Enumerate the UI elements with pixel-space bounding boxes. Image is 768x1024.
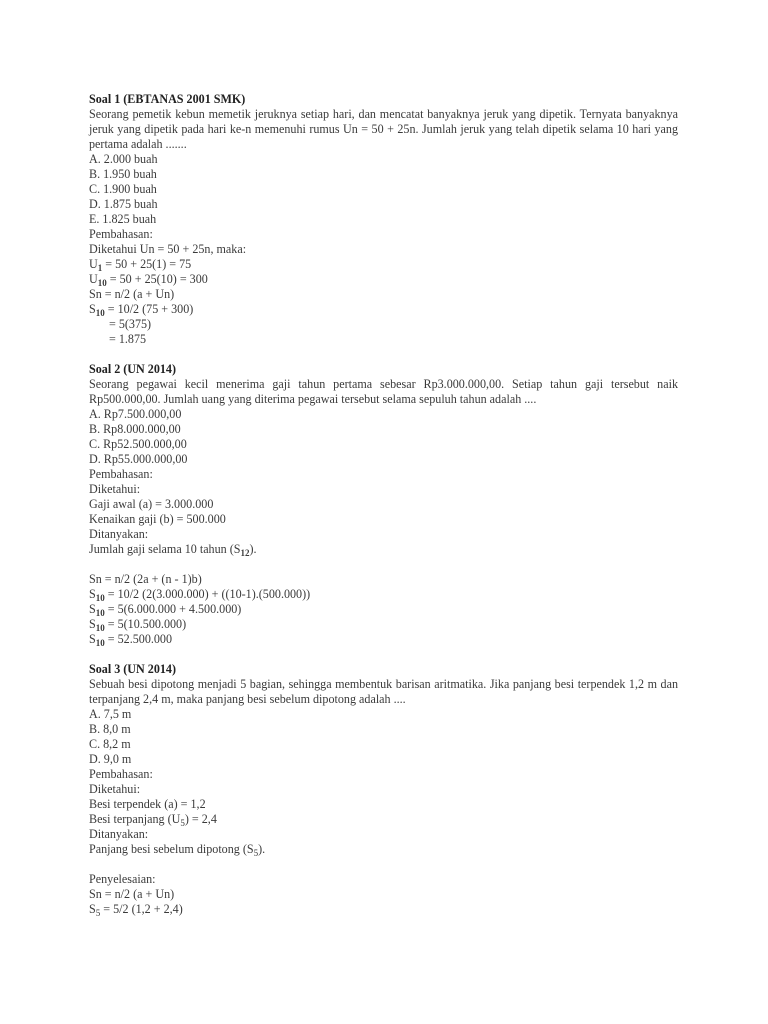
soal-3-diketahui: Diketahui: (89, 782, 141, 796)
s-symbol: S (89, 617, 96, 631)
u-symbol: U (89, 272, 98, 286)
soal-3-option-d: D. 9,0 m (89, 752, 132, 766)
soal-2-kenaikan: Kenaikan gaji (b) = 500.000 (89, 512, 226, 526)
soal-3-terpendek: Besi terpendek (a) = 1,2 (89, 797, 206, 811)
s10-subscript: 10 (95, 638, 105, 648)
calc-value: = 5(6.000.000 + 4.500.000) (104, 602, 242, 616)
soal-2-gaji-awal: Gaji awal (a) = 3.000.000 (89, 497, 214, 511)
s5-subscript: 5 (95, 908, 101, 918)
spacer (89, 557, 678, 572)
s-symbol: S (89, 602, 96, 616)
soal-3-option-b: B. 8,0 m (89, 722, 131, 736)
soal-2-calc-line-1 (89, 587, 678, 602)
panjang-end: ). (258, 842, 266, 856)
spacer (89, 347, 678, 362)
u1-subscript: 1 (97, 263, 103, 273)
soal-1-option-d: D. 1.875 buah (89, 197, 158, 211)
s-symbol: S (89, 632, 96, 646)
s-symbol: S (89, 587, 96, 601)
s-symbol: S (89, 902, 96, 916)
soal-1-question: Seorang pemetik kebun memetik jeruknya setiap hari, dan mencatat banyaknya jeruk yang dipetik. Ternyata banyaknya jeruk yang dipetik pada hari ke-n memenuhi rumus Un = 50 + 25n. Jumlah jeruk yang telah dipetik selama 10 hari yang pertama adalah ....... (89, 107, 678, 151)
s-symbol: S (89, 302, 96, 316)
soal-3-terpanjang-line (89, 812, 678, 827)
u10-value: = 50 + 25(10) = 300 (106, 272, 208, 286)
soal-1-s10-line (89, 302, 678, 317)
soal-2-option-c: C. Rp52.500.000,00 (89, 437, 187, 451)
terpanjang-value: ) = 2,4 (184, 812, 217, 826)
soal-1-option-e: E. 1.825 buah (89, 212, 157, 226)
soal-1-u1-line (89, 257, 678, 272)
soal-1-heading: Soal 1 (EBTANAS 2001 SMK) (89, 92, 246, 106)
calc-value: = 52.500.000 (104, 632, 173, 646)
soal-3-panjang-line (89, 842, 678, 857)
document-page (89, 92, 678, 917)
soal-2-ditanyakan: Ditanyakan: (89, 527, 149, 541)
spacer (89, 857, 678, 872)
soal-2-option-a: A. Rp7.500.000,00 (89, 407, 182, 421)
soal-2-pembahasan: Pembahasan: (89, 467, 153, 481)
jumlah-subscript: 12 (240, 548, 250, 558)
u5-subscript: 5 (180, 818, 185, 828)
jumlah-end: ). (249, 542, 257, 556)
soal-1-option-b: B. 1.950 buah (89, 167, 157, 181)
soal-2-formula: Sn = n/2 (2a + (n - 1)b) (89, 572, 202, 586)
soal-1-diketahui: Diketahui Un = 50 + 25n, maka: (89, 242, 247, 256)
soal-3-option-a: A. 7,5 m (89, 707, 132, 721)
soal-3-ditanyakan: Ditanyakan: (89, 827, 149, 841)
u10-subscript: 10 (97, 278, 107, 288)
jumlah-text: Jumlah gaji selama 10 tahun (S (89, 542, 241, 556)
soal-3-heading: Soal 3 (UN 2014) (89, 662, 177, 676)
soal-1-option-c: C. 1.900 buah (89, 182, 157, 196)
u-symbol: U (89, 257, 98, 271)
spacer (89, 647, 678, 662)
soal-2-calc-line-4 (89, 632, 678, 647)
soal-2-jumlah-line (89, 542, 678, 557)
soal-2-option-b: B. Rp8.000.000,00 (89, 422, 181, 436)
s5-subscript: 5 (253, 848, 259, 858)
soal-2-option-d: D. Rp55.000.000,00 (89, 452, 188, 466)
panjang-text: Panjang besi sebelum dipotong (S (89, 842, 254, 856)
soal-1-formula: Sn = n/2 (a + Un) (89, 287, 175, 301)
soal-3-option-c: C. 8,2 m (89, 737, 131, 751)
calc-value: = 10/2 (2(3.000.000) + ((10-1).(500.000)) (104, 587, 311, 601)
soal-2-diketahui: Diketahui: (89, 482, 141, 496)
soal-2-calc-line-2 (89, 602, 678, 617)
s10-subscript: 10 (95, 308, 105, 318)
soal-3-formula: Sn = n/2 (a + Un) (89, 887, 175, 901)
s10-subscript: 10 (95, 623, 105, 633)
soal-3-penyelesaian: Penyelesaian: (89, 872, 156, 886)
terpanjang-text: Besi terpanjang (U (89, 812, 181, 826)
soal-3-pembahasan: Pembahasan: (89, 767, 153, 781)
s10-subscript: 10 (95, 593, 105, 603)
soal-3-question: Sebuah besi dipotong menjadi 5 bagian, sehingga membentuk barisan aritmatika. Jika panjang besi terpendek 1,2 m dan terpanjang 2,4 m, maka panjang besi sebelum dipotong adalah .... (89, 677, 678, 706)
soal-3-s5-line (89, 902, 678, 917)
soal-1-step-3: = 1.875 (109, 332, 147, 346)
soal-1-option-a: A. 2.000 buah (89, 152, 158, 166)
s10-subscript: 10 (95, 608, 105, 618)
calc-value: = 5(10.500.000) (104, 617, 187, 631)
soal-1-pembahasan: Pembahasan: (89, 227, 153, 241)
s5-value: = 5/2 (1,2 + 2,4) (100, 902, 183, 916)
soal-2-question: Seorang pegawai kecil menerima gaji tahun pertama sebesar Rp3.000.000,00. Setiap tahun gaji tersebut naik Rp500.000,00. Jumlah uang yang diterima pegawai tersebut selama sepuluh tahun adalah .... (89, 377, 678, 406)
s10-value: = 10/2 (75 + 300) (104, 302, 194, 316)
soal-1-u10-line (89, 272, 678, 287)
u1-value: = 50 + 25(1) = 75 (102, 257, 192, 271)
soal-2-calc-line-3 (89, 617, 678, 632)
soal-1-step-2: = 5(375) (109, 317, 152, 331)
soal-2-heading: Soal 2 (UN 2014) (89, 362, 177, 376)
